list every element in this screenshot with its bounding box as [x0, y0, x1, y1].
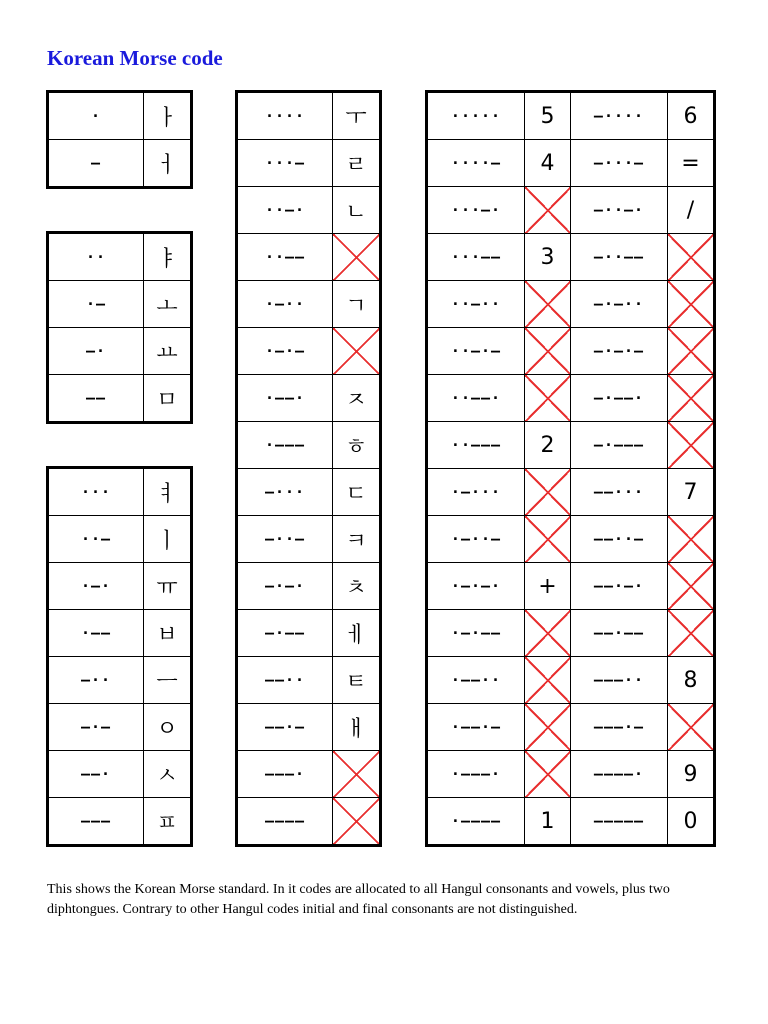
character-symbol: / — [668, 187, 715, 234]
morse-code: ‒‒‒‒· — [571, 751, 668, 798]
unassigned-cross-icon — [525, 657, 571, 704]
table-row — [237, 187, 381, 234]
character-symbol: 7 — [668, 469, 715, 516]
hangul-symbol: ㅑ — [144, 233, 192, 281]
unassigned-cross-icon — [525, 469, 571, 516]
character-symbol: 8 — [668, 657, 715, 704]
hangul-symbol: ㅎ — [333, 422, 381, 469]
table-row — [237, 610, 381, 657]
hangul-symbol: ㅋ — [333, 516, 381, 563]
morse-code: ‒‒‒·· — [571, 657, 668, 704]
hangul-symbol: ㅡ — [144, 657, 192, 704]
morse-code: ‒‒· — [48, 751, 144, 798]
unassigned-cross-icon — [525, 751, 571, 798]
hangul-symbol: ㅔ — [333, 610, 381, 657]
table-row — [48, 375, 192, 423]
unassigned-cross-icon — [525, 375, 571, 422]
table-row — [48, 468, 192, 516]
unassigned-cross-icon — [525, 328, 571, 375]
morse-code: ·‒‒·· — [427, 657, 525, 704]
morse-code: ·‒··‒ — [427, 516, 525, 563]
table-row — [427, 234, 715, 281]
unassigned-cross-icon — [668, 375, 715, 422]
table-row — [48, 751, 192, 798]
character-symbol: + — [525, 563, 571, 610]
morse-code: ‒· — [48, 328, 144, 375]
table-row — [237, 563, 381, 610]
unassigned-cross-icon — [668, 704, 715, 751]
morse-code: · — [48, 92, 144, 140]
morse-code: ··‒ — [48, 516, 144, 563]
table-row — [237, 375, 381, 422]
unassigned-cross-icon — [668, 281, 715, 328]
character-symbol: = — [668, 140, 715, 187]
morse-code: ·‒‒ — [48, 610, 144, 657]
hangul-symbol: ㄱ — [333, 281, 381, 328]
morse-code: ‒··‒‒ — [571, 234, 668, 281]
character-symbol: 3 — [525, 234, 571, 281]
table-row — [427, 281, 715, 328]
table-row — [237, 92, 381, 140]
table-row — [48, 233, 192, 281]
hangul-symbol: ㄹ — [333, 140, 381, 187]
table-row — [48, 140, 192, 188]
hangul-symbol: ㅣ — [144, 516, 192, 563]
unassigned-cross-icon — [333, 798, 381, 846]
morse-code: ‒·· — [48, 657, 144, 704]
morse-code: ‒‒·‒‒ — [571, 610, 668, 657]
hangul-symbol: ㅛ — [144, 328, 192, 375]
table-row — [48, 92, 192, 140]
morse-code: ·‒‒‒‒ — [427, 798, 525, 846]
morse-code: ‒ — [48, 140, 144, 188]
hangul-symbol: ㄷ — [333, 469, 381, 516]
page-title: Korean Morse code — [47, 46, 223, 70]
morse-code: ‒‒‒· — [237, 751, 333, 798]
table-row — [48, 610, 192, 657]
table-row — [237, 657, 381, 704]
hangul-symbol: ㄴ — [333, 187, 381, 234]
morse-code: ‒·‒ — [48, 704, 144, 751]
hangul-symbol: ㅁ — [144, 375, 192, 423]
hangul-symbol: ㅗ — [144, 281, 192, 328]
morse-code: ··‒· — [237, 187, 333, 234]
unassigned-cross-icon — [668, 516, 715, 563]
morse-code: ··‒‒‒ — [427, 422, 525, 469]
morse-code: ·‒‒·‒ — [427, 704, 525, 751]
morse-code: ‒‒··‒ — [571, 516, 668, 563]
morse-code: ‒·‒‒ — [237, 610, 333, 657]
unassigned-cross-icon — [525, 516, 571, 563]
morse-code: ·‒‒· — [237, 375, 333, 422]
unassigned-cross-icon — [668, 563, 715, 610]
table-row — [237, 516, 381, 563]
hangul-symbol: ㅕ — [144, 468, 192, 516]
unassigned-cross-icon — [525, 187, 571, 234]
unassigned-cross-icon — [525, 610, 571, 657]
morse-code: ····‒ — [427, 140, 525, 187]
table-row — [427, 657, 715, 704]
table-row — [427, 187, 715, 234]
unassigned-cross-icon — [333, 328, 381, 375]
hangul-symbol: ㅅ — [144, 751, 192, 798]
table-row — [48, 516, 192, 563]
hangul-symbol: ㅠ — [144, 563, 192, 610]
morse-code: ·‒·‒· — [427, 563, 525, 610]
morse-code: ·‒·‒‒ — [427, 610, 525, 657]
table-row — [237, 422, 381, 469]
morse-code: ‒‒‒ — [48, 798, 144, 846]
morse-code: ·‒· — [48, 563, 144, 610]
table-row — [237, 281, 381, 328]
table-row — [48, 657, 192, 704]
morse-code: ‒·‒‒· — [571, 375, 668, 422]
morse-table-4-symbol — [235, 90, 382, 847]
character-symbol: 9 — [668, 751, 715, 798]
character-symbol: 0 — [668, 798, 715, 846]
table-row — [427, 375, 715, 422]
hangul-symbol: ㅐ — [333, 704, 381, 751]
table-row — [427, 704, 715, 751]
table-row — [237, 234, 381, 281]
morse-code: ‒··‒· — [571, 187, 668, 234]
character-symbol: 1 — [525, 798, 571, 846]
morse-table-5-symbol — [425, 90, 716, 847]
morse-code: ‒‒·· — [237, 657, 333, 704]
unassigned-cross-icon — [525, 704, 571, 751]
morse-code: ·‒·· — [237, 281, 333, 328]
table-row — [427, 140, 715, 187]
table-row — [237, 328, 381, 375]
morse-code: ‒·‒·‒ — [571, 328, 668, 375]
table-row — [237, 704, 381, 751]
morse-code: ‒·‒‒‒ — [571, 422, 668, 469]
morse-code: ‒···‒ — [571, 140, 668, 187]
table-row — [427, 610, 715, 657]
morse-code: ‒··‒ — [237, 516, 333, 563]
hangul-symbol: ㅂ — [144, 610, 192, 657]
morse-table-3-symbol — [46, 466, 193, 847]
hangul-symbol: ㅌ — [333, 657, 381, 704]
hangul-symbol: ㅍ — [144, 798, 192, 846]
morse-code: ‒‒‒·‒ — [571, 704, 668, 751]
description-text: This shows the Korean Morse standard. In it codes are allocated to all Hangul consonants and vowels, plus two diphtongues. Contrary to other Hangul codes initial and final consonants are not distinguished. — [47, 882, 670, 917]
hangul-symbol: ㅊ — [333, 563, 381, 610]
morse-code: ···· — [237, 92, 333, 140]
morse-code: ‒·‒· — [237, 563, 333, 610]
morse-code: ·‒‒‒· — [427, 751, 525, 798]
unassigned-cross-icon — [668, 422, 715, 469]
unassigned-cross-icon — [333, 751, 381, 798]
unassigned-cross-icon — [333, 234, 381, 281]
character-symbol: 4 — [525, 140, 571, 187]
table-row — [427, 798, 715, 846]
morse-code: ‒‒·‒ — [237, 704, 333, 751]
morse-code: ‒···· — [571, 92, 668, 140]
morse-code: ···‒ — [237, 140, 333, 187]
morse-code: ··‒‒· — [427, 375, 525, 422]
morse-code: ···‒‒ — [427, 234, 525, 281]
unassigned-cross-icon — [525, 281, 571, 328]
morse-code: ·· — [48, 233, 144, 281]
morse-table-1-symbol — [46, 90, 193, 189]
morse-code: ‒‒ — [48, 375, 144, 423]
morse-code: ·‒‒‒ — [237, 422, 333, 469]
hangul-symbol: ㅇ — [144, 704, 192, 751]
morse-code: ‒··· — [237, 469, 333, 516]
table-row — [427, 92, 715, 140]
morse-code: ‒‒‒‒ — [237, 798, 333, 846]
table-row — [427, 422, 715, 469]
hangul-symbol: ㅈ — [333, 375, 381, 422]
table-row — [427, 516, 715, 563]
unassigned-cross-icon — [668, 328, 715, 375]
table-row — [427, 751, 715, 798]
morse-code: ····· — [427, 92, 525, 140]
table-row — [48, 281, 192, 328]
hangul-symbol: ㅜ — [333, 92, 381, 140]
morse-code: ‒‒·‒· — [571, 563, 668, 610]
morse-code: ·‒·‒ — [237, 328, 333, 375]
table-row — [48, 328, 192, 375]
morse-code: ·‒··· — [427, 469, 525, 516]
unassigned-cross-icon — [668, 234, 715, 281]
table-row — [48, 704, 192, 751]
hangul-symbol: ㅏ — [144, 92, 192, 140]
table-row — [48, 798, 192, 846]
table-row — [237, 798, 381, 846]
table-row — [427, 328, 715, 375]
character-symbol: 6 — [668, 92, 715, 140]
morse-code: ···‒· — [427, 187, 525, 234]
morse-code: ··‒·· — [427, 281, 525, 328]
character-symbol: 2 — [525, 422, 571, 469]
morse-code: ··‒·‒ — [427, 328, 525, 375]
table-row — [237, 140, 381, 187]
character-symbol: 5 — [525, 92, 571, 140]
unassigned-cross-icon — [668, 610, 715, 657]
table-row — [427, 469, 715, 516]
table-row — [48, 563, 192, 610]
table-row — [237, 751, 381, 798]
table-row — [427, 563, 715, 610]
table-row — [237, 469, 381, 516]
morse-code: ··· — [48, 468, 144, 516]
morse-code: ‒·‒·· — [571, 281, 668, 328]
morse-code: ‒‒··· — [571, 469, 668, 516]
morse-code: ·‒ — [48, 281, 144, 328]
hangul-symbol: ㅓ — [144, 140, 192, 188]
morse-code: ‒‒‒‒‒ — [571, 798, 668, 846]
morse-code: ··‒‒ — [237, 234, 333, 281]
morse-table-2-symbol — [46, 231, 193, 424]
